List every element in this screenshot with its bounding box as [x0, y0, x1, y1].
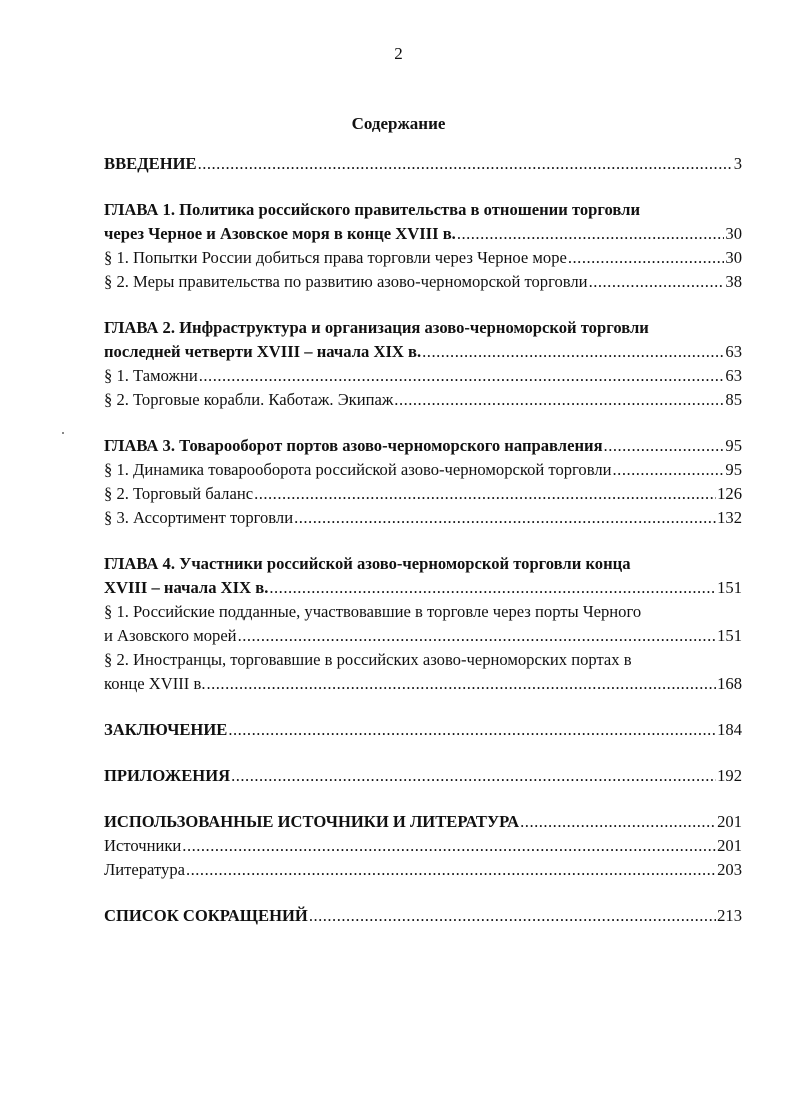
entry-title: § 2. Торговые корабли. Каботаж. Экипаж	[104, 390, 394, 409]
leader-dots	[186, 858, 716, 882]
entry-title: § 2. Меры правительства по развитию азово-черноморской торговли	[104, 272, 588, 291]
toc-chapter-2	[104, 316, 742, 412]
entry-title: Источники	[104, 836, 182, 855]
entry-title: § 2. Торговый баланс	[104, 484, 254, 503]
toc-section	[104, 270, 742, 294]
leader-dots	[613, 458, 725, 482]
toc-section	[104, 506, 742, 530]
toc-entry-appendix	[104, 764, 742, 788]
entry-title: ПРИЛОЖЕНИЯ	[104, 766, 231, 785]
entry-title: через Черное и Азовское моря в конце XVIII в.	[104, 224, 456, 243]
entry-page: 213	[717, 906, 742, 925]
entry-page: 38	[725, 272, 742, 291]
section-title-line: § 2. Иностранцы, торговавшие в российских азово-черноморских портах в	[104, 650, 632, 669]
entry-page: 95	[725, 460, 742, 479]
leader-dots	[238, 624, 717, 648]
toc-entry-conclusion	[104, 718, 742, 742]
leader-dots	[294, 506, 716, 530]
toc-section	[104, 858, 742, 882]
page-number: 2	[394, 44, 403, 63]
chapter-title-line	[104, 340, 742, 364]
leader-dots	[457, 222, 725, 246]
entry-page: 63	[725, 342, 742, 361]
entry-page: 192	[717, 766, 742, 785]
toc-section	[104, 246, 742, 270]
entry-page: 30	[725, 248, 742, 267]
leader-dots	[182, 834, 716, 858]
toc-section	[104, 834, 742, 858]
entry-title: Литература	[104, 860, 185, 879]
entry-title: XVIII – начала XIX в.	[104, 578, 269, 597]
entry-title: § 3. Ассортимент торговли	[104, 508, 294, 527]
leader-dots	[520, 810, 716, 834]
leader-dots	[199, 364, 725, 388]
entry-title: § 1. Таможни	[104, 366, 198, 385]
toc-section	[104, 482, 742, 506]
toc-entry-intro	[104, 152, 742, 176]
entry-page: 85	[725, 390, 742, 409]
toc-chapter-1	[104, 198, 742, 294]
leader-dots	[604, 434, 725, 458]
entry-page: 30	[725, 224, 742, 243]
chapter-title-line: ГЛАВА 1. Политика российского правительства в отношении торговли	[104, 200, 641, 219]
toc-section	[104, 672, 742, 696]
entry-title: последней четверти XVIII – начала XIX в.	[104, 342, 422, 361]
leader-dots	[228, 718, 716, 742]
entry-page: 95	[725, 436, 742, 455]
toc-section	[104, 624, 742, 648]
toc-section	[104, 458, 742, 482]
leader-dots	[309, 904, 716, 928]
leader-dots	[394, 388, 724, 412]
leader-dots	[231, 764, 716, 788]
entry-page: 151	[717, 626, 742, 645]
toc-chapter-3	[104, 434, 742, 530]
chapter-title-line	[104, 810, 742, 834]
leader-dots	[269, 576, 716, 600]
entry-page: 184	[717, 720, 742, 739]
chapter-title-line: ГЛАВА 2. Инфраструктура и организация азово-черноморской торговли	[104, 318, 649, 337]
toc-title: Содержание	[351, 114, 446, 133]
entry-title: конце XVIII в.	[104, 674, 206, 693]
entry-page: 201	[717, 836, 742, 855]
entry-page: 132	[717, 508, 742, 527]
leader-dots	[589, 270, 725, 294]
entry-page: 3	[733, 154, 742, 173]
entry-title: и Азовского морей	[104, 626, 237, 645]
toc-section	[104, 364, 742, 388]
leader-dots	[422, 340, 724, 364]
entry-page: 168	[717, 674, 742, 693]
entry-title: ГЛАВА 3. Товарооборот портов азово-черноморского направления	[104, 436, 603, 455]
leader-dots	[568, 246, 725, 270]
chapter-title-line	[104, 576, 742, 600]
toc-entry-abbreviations	[104, 904, 742, 928]
chapter-title-line	[104, 434, 742, 458]
toc-chapter-4	[104, 552, 742, 696]
entry-page: 126	[717, 484, 742, 503]
entry-page: 63	[725, 366, 742, 385]
entry-page: 201	[717, 812, 742, 831]
section-title-line: § 1. Российские подданные, участвовавшие в торговле через порты Черного	[104, 602, 642, 621]
table-of-contents	[104, 152, 742, 928]
leader-dots	[254, 482, 716, 506]
leader-dots	[206, 672, 716, 696]
entry-title: § 1. Динамика товарооборота российской азово-черноморской торговли	[104, 460, 612, 479]
entry-title: § 1. Попытки России добиться права торговли через Черное море	[104, 248, 567, 267]
entry-title: ЗАКЛЮЧЕНИЕ	[104, 720, 228, 739]
leader-dots	[198, 152, 733, 176]
entry-title: СПИСОК СОКРАЩЕНИЙ	[104, 906, 308, 925]
entry-page: 203	[717, 860, 742, 879]
toc-sources	[104, 810, 742, 882]
scan-speck	[62, 432, 64, 434]
chapter-title-line	[104, 222, 742, 246]
entry-page: 151	[717, 578, 742, 597]
toc-section	[104, 388, 742, 412]
entry-title: ИСПОЛЬЗОВАННЫЕ ИСТОЧНИКИ И ЛИТЕРАТУРА	[104, 812, 520, 831]
chapter-title-line: ГЛАВА 4. Участники российской азово-черноморской торговли конца	[104, 554, 631, 573]
entry-title: ВВЕДЕНИЕ	[104, 154, 197, 173]
